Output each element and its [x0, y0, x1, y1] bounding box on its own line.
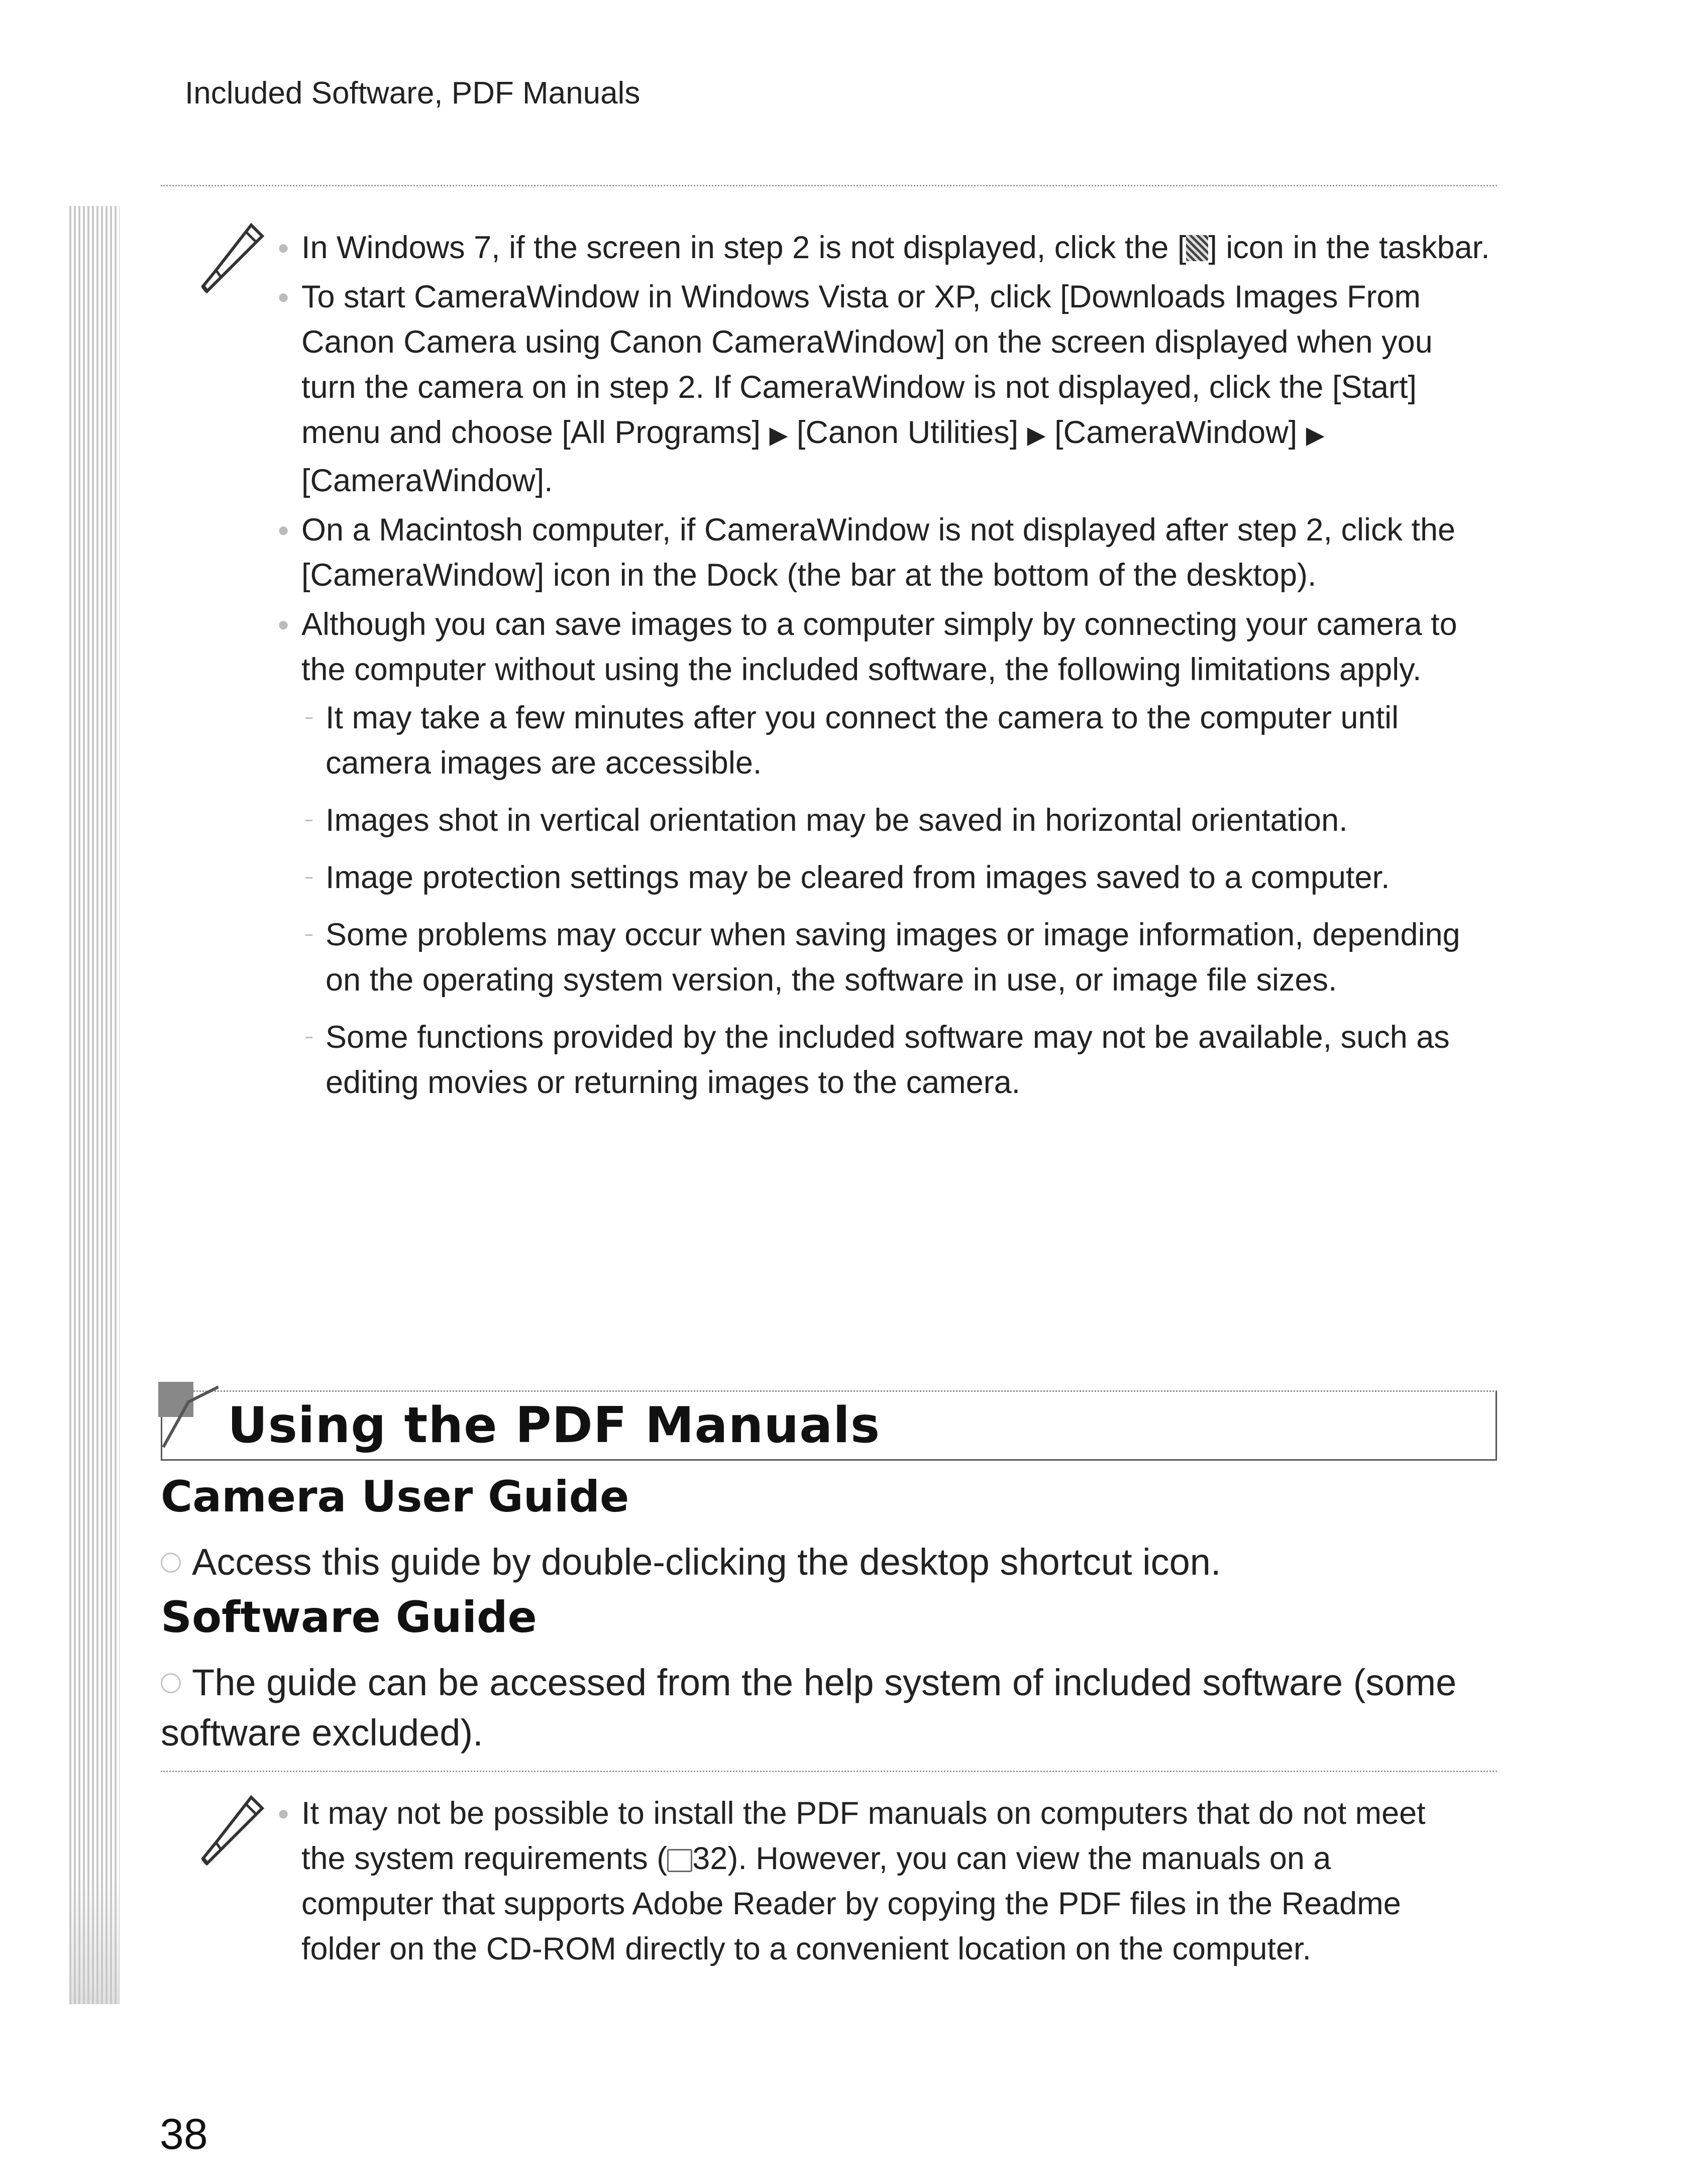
note-text: [CameraWindow]	[1054, 415, 1298, 450]
note-text: It may not be possible to install the PDF manuals on computers that do not meet the system requirements (	[301, 1796, 1426, 1876]
section-corner-icon	[158, 1382, 219, 1452]
camerawindow-taskbar-icon	[1186, 235, 1208, 261]
note-item	[277, 225, 1493, 270]
note-bullet: ●	[277, 519, 290, 541]
limitations-list	[301, 695, 1493, 1105]
note-text: ). However, you can view the manuals on a computer that supports Adobe Reader by copying the PDF files in the Readme folder on the CD-ROM directly to a convenient location on the computer.	[301, 1841, 1401, 1967]
side-index-bar	[69, 206, 120, 2004]
note-bullet: ●	[277, 1802, 290, 1824]
arrow-right-icon: ▶	[1306, 422, 1325, 449]
note-bullet: ●	[277, 613, 290, 635]
notes-top	[277, 225, 1493, 1117]
note-item	[277, 1791, 1453, 1972]
circle-bullet-icon	[161, 1673, 181, 1693]
note-text: On a Macintosh computer, if CameraWindow is not displayed after step 2, click the [CameraWindow] icon in the Dock (the bar at the bottom of the desktop).	[301, 512, 1456, 593]
book-icon	[667, 1849, 692, 1872]
arrow-right-icon: ▶	[1027, 422, 1046, 449]
software-guide-desc: The guide can be accessed from the help system of included software (some software excluded).	[161, 1662, 1457, 1754]
pencil-icon	[201, 1793, 266, 1869]
limitation-item: Some problems may occur when saving images or image information, depending on the operating system version, the software in use, or image file sizes.	[301, 912, 1493, 1003]
note-text: [Canon Utilities]	[796, 415, 1019, 450]
camera-user-guide-desc: Access this guide by double-clicking the desktop shortcut icon.	[192, 1541, 1221, 1583]
pencil-icon	[201, 221, 266, 296]
running-header: Included Software, PDF Manuals	[185, 76, 640, 111]
camera-user-guide-heading: Camera User Guide	[161, 1472, 629, 1522]
page-ref: 32	[692, 1841, 728, 1876]
arrow-right-icon: ▶	[769, 422, 788, 449]
circle-bullet-icon	[161, 1553, 181, 1573]
note-bullet: ●	[277, 286, 290, 308]
page-number: 38	[160, 2110, 208, 2158]
camera-user-guide-text	[161, 1537, 1497, 1587]
limitation-item: Some functions provided by the included software may not be available, such as editing movies or returning images to the camera.	[301, 1015, 1493, 1105]
section-heading-box	[161, 1390, 1497, 1461]
note-text: [CameraWindow].	[301, 463, 553, 498]
top-divider	[161, 185, 1497, 186]
note-item	[277, 602, 1493, 1105]
note-bullet: ●	[277, 237, 290, 259]
software-guide-text	[161, 1658, 1497, 1758]
software-guide-heading: Software Guide	[161, 1592, 537, 1643]
notes-bottom	[277, 1791, 1453, 1976]
limitation-item: Images shot in vertical orientation may be saved in horizontal orientation.	[301, 798, 1493, 843]
note-item	[277, 274, 1493, 503]
note-text: Although you can save images to a computer simply by connecting your camera to the computer without using the included software, the following limitations apply.	[301, 607, 1457, 687]
note-text: To start CameraWindow in Windows Vista or XP, click [Downloads Images From Canon Camera using Canon CameraWindow] on the screen displayed when you turn the camera on in step 2. If CameraWindow is not displayed, click the [Start] menu and choose [All Programs]	[301, 279, 1433, 450]
bottom-divider	[161, 1771, 1497, 1772]
note-item	[277, 507, 1493, 598]
note-text: In Windows 7, if the screen in step 2 is not displayed, click the [	[301, 230, 1187, 265]
limitation-item: It may take a few minutes after you connect the camera to the computer until camera images are accessible.	[301, 695, 1493, 786]
section-title: Using the PDF Manuals	[228, 1397, 881, 1454]
note-text: ] icon in the taskbar.	[1208, 230, 1490, 265]
limitation-item: Image protection settings may be cleared from images saved to a computer.	[301, 855, 1493, 900]
